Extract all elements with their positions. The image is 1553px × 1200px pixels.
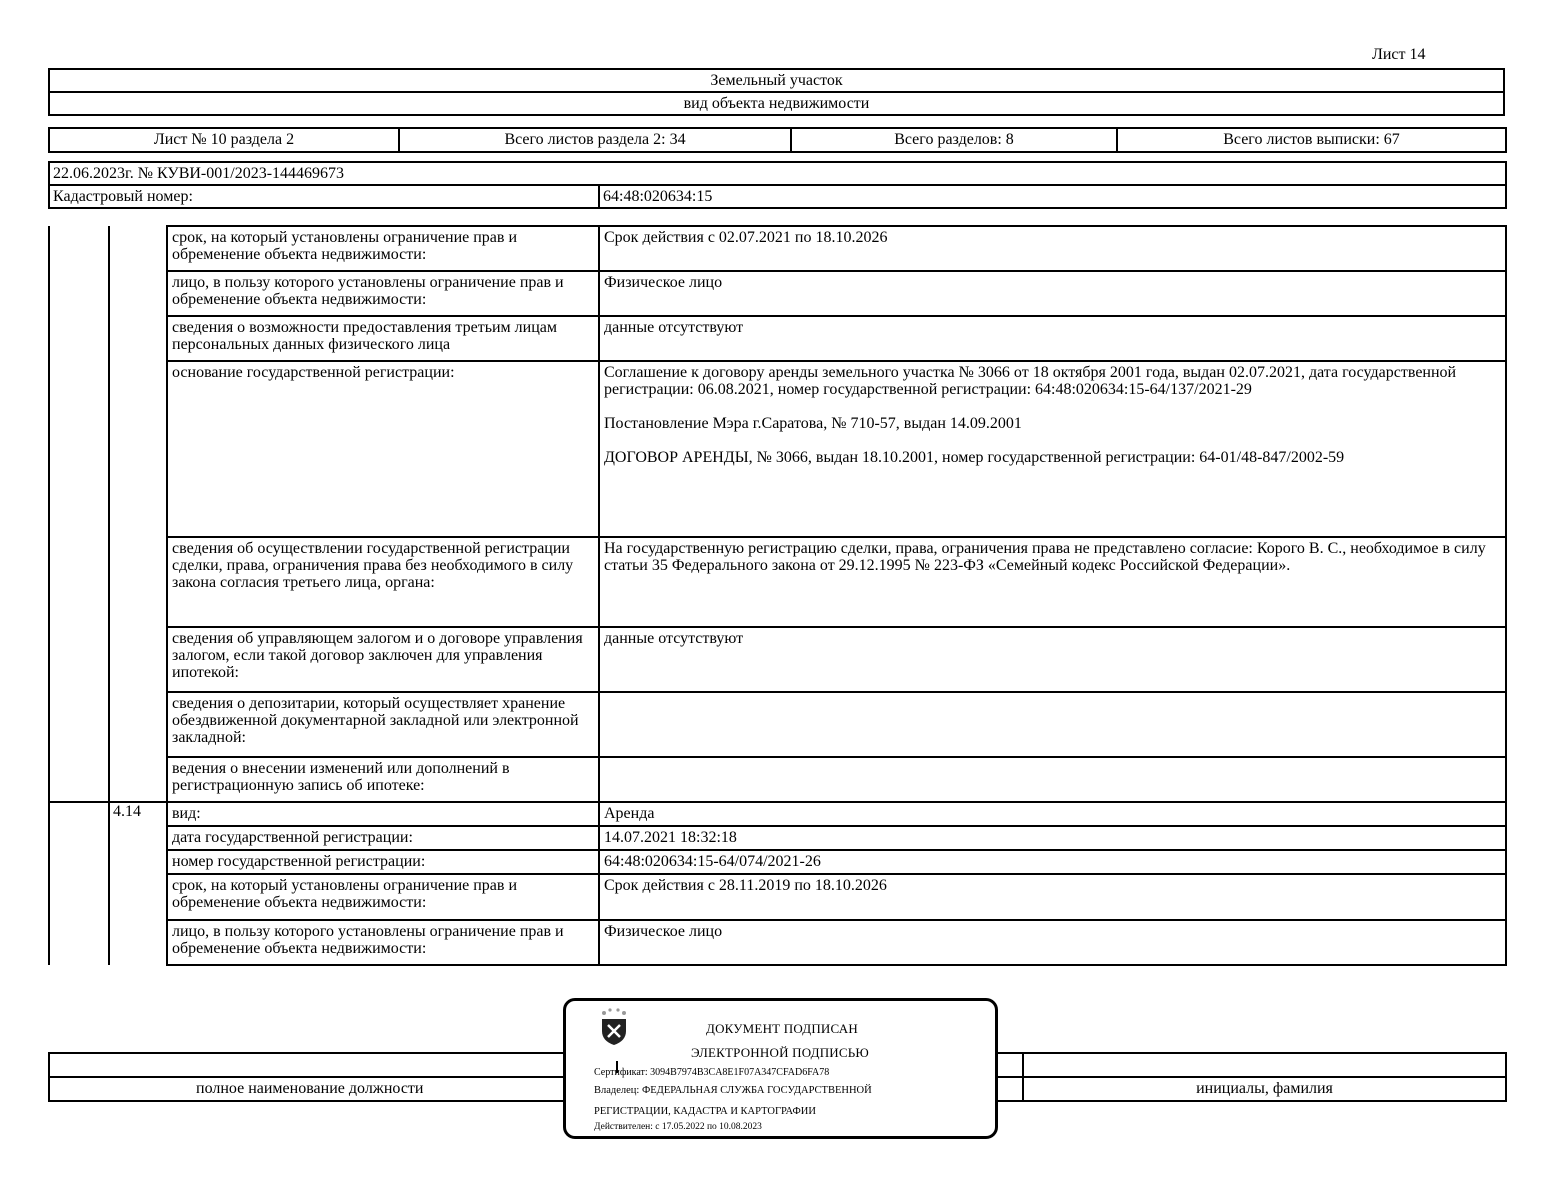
field-label-cell: вид:	[167, 802, 599, 826]
field-label-cell: лицо, в пользу которого установлены ограничение прав и обременение объекта недвижимости:	[167, 271, 599, 316]
item-number-cell	[109, 874, 167, 920]
e-signature-stamp	[563, 998, 998, 1139]
total-sheets-section: Всего листов раздела 2: 34	[399, 128, 791, 152]
stamp-owner-cont: РЕГИСТРАЦИИ, КАДАСТРА И КАРТОГРАФИИ	[594, 1106, 816, 1117]
item-number-cell	[109, 757, 167, 802]
field-value-cell	[599, 361, 1506, 537]
object-header	[48, 68, 1505, 116]
total-sheets-extract: Всего листов выписки: 67	[1117, 128, 1506, 152]
field-value-cell	[599, 757, 1506, 802]
table-row	[49, 627, 1506, 692]
field-value-cell	[599, 537, 1506, 627]
section-margin-cell	[49, 826, 109, 850]
field-label-cell: ведения о внесении изменений или дополнений в регистрационную запись об ипотеке:	[167, 757, 599, 802]
field-value-paragraph: На государственную регистрацию сделки, права, ограничения права не представлено согласие: Корого В. С., необходимое в силу статьи 35 Федерального закона от 29.12.1995 № 223-ФЗ «Семейный кодекс Российской Федерации».	[604, 540, 1486, 574]
table-row	[49, 361, 1506, 537]
item-number-cell	[109, 627, 167, 692]
section-margin-cell	[49, 226, 109, 271]
field-value-paragraph: Срок действия с 28.11.2019 по 18.10.2026	[604, 877, 887, 894]
total-sections: Всего разделов: 8	[791, 128, 1117, 152]
stamp-line-1: ДОКУМЕНТ ПОДПИСАН	[706, 1021, 858, 1036]
stamp-line-2: ЭЛЕКТРОННОЙ ПОДПИСЬЮ	[691, 1045, 869, 1060]
object-kind-caption: вид объекта недвижимости	[49, 92, 1504, 115]
field-value-cell	[599, 627, 1506, 692]
table-row	[49, 802, 1506, 826]
field-value-cell	[599, 874, 1506, 920]
field-value-paragraph: Постановление Мэра г.Саратова, № 710-57, выдан 14.09.2001	[604, 415, 1022, 432]
table-row	[49, 316, 1506, 361]
field-value-paragraph: Физическое лицо	[604, 923, 723, 940]
section-margin-cell	[49, 850, 109, 874]
table-row	[49, 757, 1506, 802]
section-margin-cell	[49, 920, 109, 965]
section-margin-cell	[49, 757, 109, 802]
field-label-cell: сведения об осуществлении государственной регистрации сделки, права, ограничения права без необходимого в силу закона согласия третьего лица, органа:	[167, 537, 599, 627]
name-caption: инициалы, фамилия	[1023, 1077, 1506, 1101]
field-label-cell: сведения о возможности предоставления третьим лицам персональных данных физического лица	[167, 316, 599, 361]
cadastral-label: Кадастровый номер:	[49, 185, 599, 208]
field-value-paragraph: Срок действия с 02.07.2021 по 18.10.2026	[604, 229, 888, 246]
table-row	[49, 537, 1506, 627]
field-value-paragraph: ДОГОВОР АРЕНДЫ, № 3066, выдан 18.10.2001, номер государственной регистрации: 64-01/48-847/2002-59	[604, 449, 1345, 466]
field-value-paragraph: данные отсутствуют	[604, 630, 744, 647]
table-row	[49, 850, 1506, 874]
item-number-cell	[109, 271, 167, 316]
item-number-cell	[109, 537, 167, 627]
item-number-cell	[109, 826, 167, 850]
field-label-cell: сведения об управляющем залогом и о договоре управления залогом, если такой договор заключен для управления ипотекой:	[167, 627, 599, 692]
item-number-cell: 4.14	[109, 802, 167, 826]
item-number-cell	[109, 316, 167, 361]
cadastral-value: 64:48:020634:15	[599, 185, 1506, 208]
item-number-cell	[109, 920, 167, 965]
field-value-paragraph: Соглашение к договору аренды земельного участка № 3066 от 18 октября 2001 года, выдан 02.07.2021, дата государственной регистрации: 06.08.2021, номер государственной регистрации: 64:48:020634:15-64/137/2021-29	[604, 364, 1457, 398]
table-row	[49, 826, 1506, 850]
field-label-cell: срок, на который установлены ограничение прав и обременение объекта недвижимости:	[167, 874, 599, 920]
sheet-meta	[48, 127, 1507, 153]
field-value-paragraph: Физическое лицо	[604, 274, 723, 291]
field-value-cell	[599, 692, 1506, 757]
table-row	[49, 226, 1506, 271]
field-label-cell: срок, на который установлены ограничение прав и обременение объекта недвижимости:	[167, 226, 599, 271]
field-value-cell	[599, 802, 1506, 826]
field-value-cell	[599, 850, 1506, 874]
item-number-cell	[109, 361, 167, 537]
position-caption: полное наименование должности	[49, 1077, 1023, 1101]
field-value-cell	[599, 226, 1506, 271]
section-margin-cell	[49, 874, 109, 920]
coat-of-arms-icon	[596, 1007, 632, 1047]
field-label-cell: дата государственной регистрации:	[167, 826, 599, 850]
section-margin-cell	[49, 692, 109, 757]
table-row	[49, 271, 1506, 316]
field-label-cell: лицо, в пользу которого установлены ограничение прав и обременение объекта недвижимости:	[167, 920, 599, 965]
field-value-paragraph: данные отсутствуют	[604, 319, 744, 336]
field-value-paragraph: 14.07.2021 18:32:18	[604, 829, 737, 846]
field-value-cell	[599, 826, 1506, 850]
field-label-cell: сведения о депозитарии, который осуществляет хранение обездвиженной документарной закладной или электронной закладной:	[167, 692, 599, 757]
sheet-of-section: Лист № 10 раздела 2	[49, 128, 399, 152]
extract-date-number: 22.06.2023г. № КУВИ-001/2023-144469673	[49, 162, 1506, 185]
field-label-cell: номер государственной регистрации:	[167, 850, 599, 874]
encumbrance-table	[48, 225, 1507, 966]
field-value-cell	[599, 271, 1506, 316]
section-margin-cell	[49, 361, 109, 537]
item-number-cell	[109, 692, 167, 757]
field-label-cell: основание государственной регистрации:	[167, 361, 599, 537]
section-margin-cell	[49, 627, 109, 692]
stamp-owner: Владелец: ФЕДЕРАЛЬНАЯ СЛУЖБА ГОСУДАРСТВЕННОЙ	[594, 1085, 872, 1096]
stamp-validity: Действителен: с 17.05.2022 по 10.08.2023	[594, 1122, 762, 1132]
field-value-paragraph: Аренда	[604, 805, 655, 822]
field-value-cell	[599, 316, 1506, 361]
section-margin-cell	[49, 316, 109, 361]
name-line	[1023, 1053, 1506, 1077]
document-ident	[48, 161, 1507, 209]
section-margin-cell	[49, 537, 109, 627]
field-value-cell	[599, 920, 1506, 965]
table-row	[49, 692, 1506, 757]
table-row	[49, 874, 1506, 920]
table-row	[49, 920, 1506, 965]
section-margin-cell	[49, 271, 109, 316]
object-name: Земельный участок	[49, 69, 1504, 92]
item-number-cell	[109, 850, 167, 874]
sheet-number: Лист 14	[1372, 46, 1426, 63]
section-margin-cell	[49, 802, 109, 826]
item-number-cell	[109, 226, 167, 271]
field-value-paragraph: 64:48:020634:15-64/074/2021-26	[604, 853, 821, 870]
stamp-certificate: Сертификат: 3094B7974B3CA8E1F07A347CFAD6FA78	[594, 1067, 830, 1078]
